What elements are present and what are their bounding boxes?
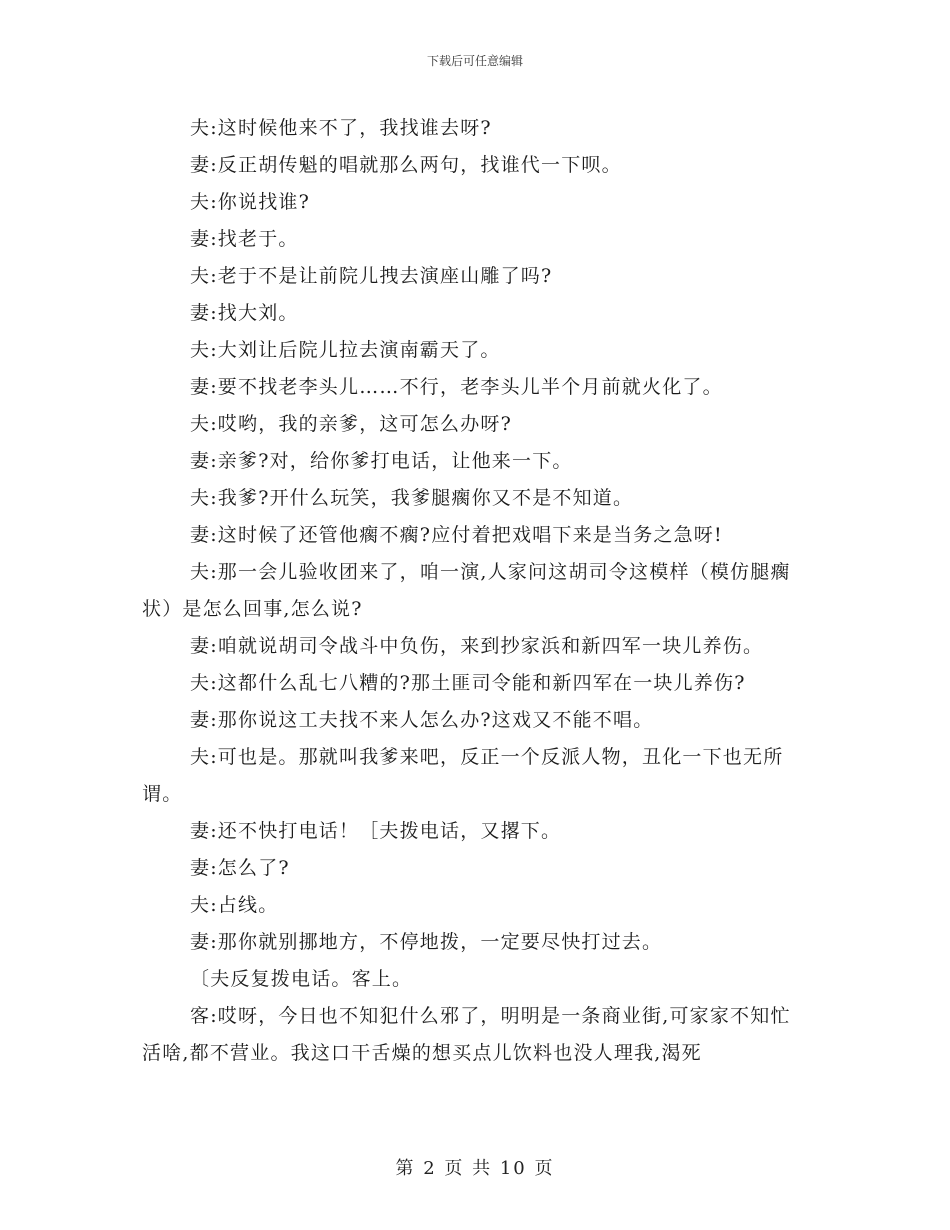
dialogue-line: 客:哎呀，今日也不知犯什么邪了，明明是一条商业街,可家家不知忙活啥,都不营业。我这口干舌燥的想买点儿饮料也没人理我,渴死 <box>142 1005 791 1064</box>
page-number: 第 2 页 共 10 页 <box>395 1158 555 1179</box>
dialogue-line: 妻:怎么了? <box>190 857 290 879</box>
dialogue-line: 妻:那你说这工夫找不来人怎么办?这戏又不能不唱。 <box>190 709 654 731</box>
dialogue-line: 妻:要不找老李头儿……不行，老李头儿半个月前就火化了。 <box>190 376 723 398</box>
dialogue-line: 妻:找大刘。 <box>190 302 299 324</box>
dialogue-line: 夫:这时候他来不了，我找谁去呀? <box>190 117 492 139</box>
dialogue-line: 妻:那你就别挪地方，不停地拨，一定要尽快打过去。 <box>190 931 663 953</box>
dialogue-line: 夫:老于不是让前院儿拽去演座山雕了吗? <box>190 265 553 287</box>
dialogue-line: 夫:可也是。那就叫我爹来吧，反正一个反派人物，丑化一下也无所谓。 <box>142 746 784 805</box>
dialogue-line: 夫:大刘让后院儿拉去演南霸天了。 <box>190 339 501 361</box>
dialogue-line: 妻:咱就说胡司令战斗中负伤，来到抄家浜和新四军一块儿养伤。 <box>190 635 764 657</box>
dialogue-line: 夫:这都什么乱七八糟的?那土匪司令能和新四军在一块儿养伤? <box>190 672 746 694</box>
dialogue-line: 妻:反正胡传魁的唱就那么两句，找谁代一下呗。 <box>190 154 622 176</box>
dialogue-line: 妻:找老于。 <box>190 228 299 250</box>
dialogue-line: 夫:那一会儿验收团来了，咱一演,人家问这胡司令这模样（模仿腿瘸状）是怎么回事,怎么说? <box>142 561 791 620</box>
dialogue-line: 妻:还不快打电话！［夫拨电话，又撂下。 <box>190 820 562 842</box>
dialogue-line: 夫:我爹?开什么玩笑，我爹腿瘸你又不是不知道。 <box>190 487 634 509</box>
stage-direction: 〔夫反复拨电话。客上。 <box>190 968 413 990</box>
dialogue-line: 夫:占线。 <box>190 894 279 916</box>
page-header: 下载后可任意编辑 <box>426 54 523 68</box>
dialogue-line: 妻:亲爹?对，给你爹打电话，让他来一下。 <box>190 450 573 472</box>
dialogue-line: 妻:这时候了还管他瘸不瘸?应付着把戏唱下来是当务之急呀! <box>190 524 723 546</box>
dialogue-line: 夫:你说找谁? <box>190 191 310 213</box>
dialogue-line: 夫:哎哟，我的亲爹，这可怎么办呀? <box>190 413 512 435</box>
document-body <box>142 110 810 1072</box>
